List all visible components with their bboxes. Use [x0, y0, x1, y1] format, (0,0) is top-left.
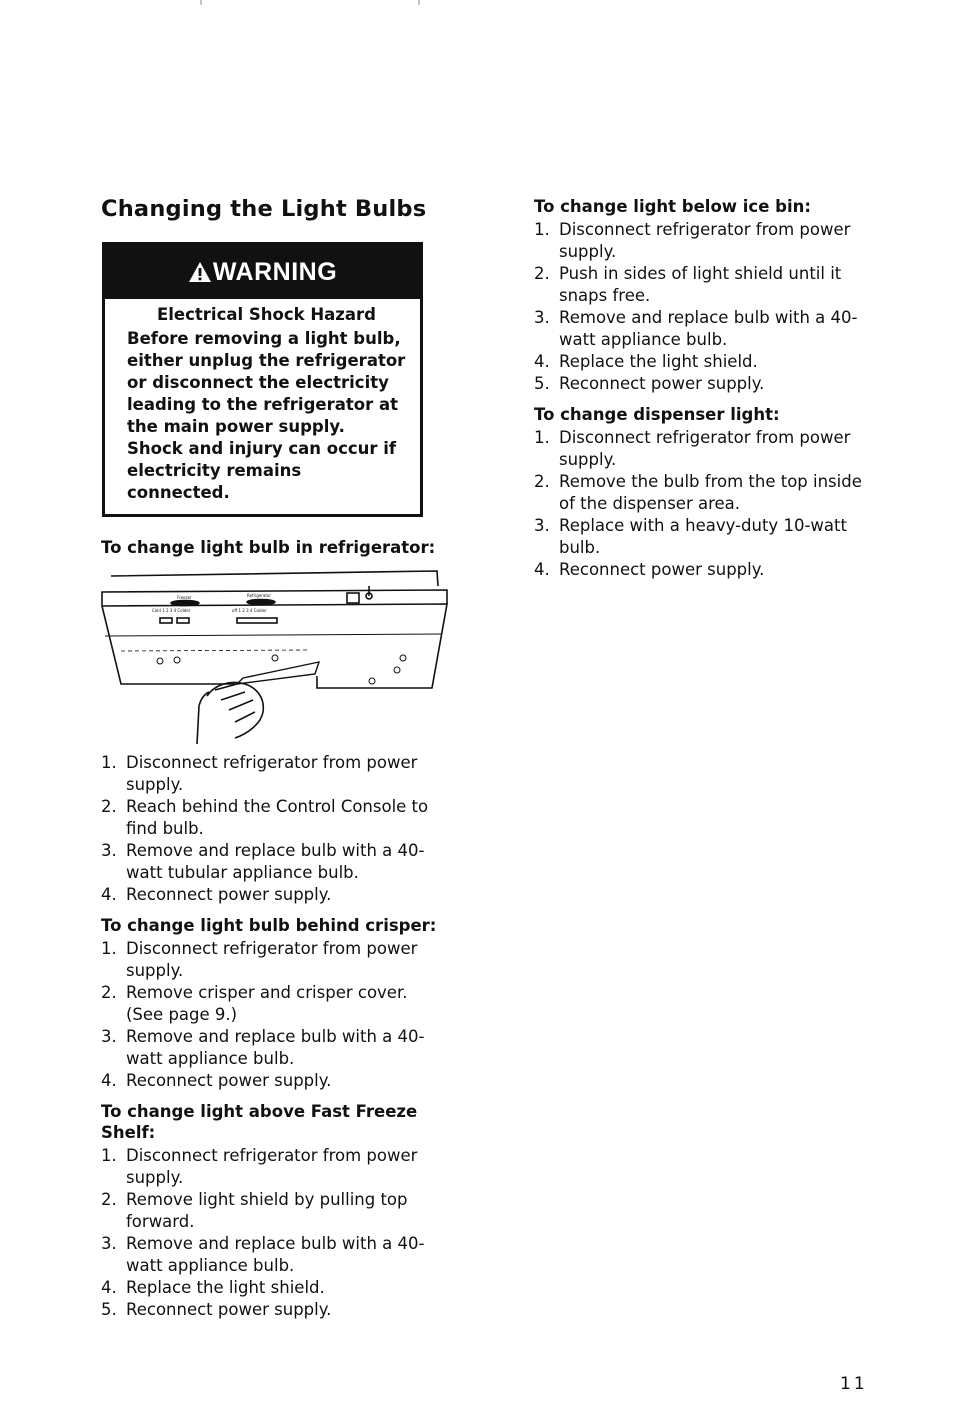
section-heading-crisper: To change light bulb behind crisper:	[101, 916, 437, 935]
control-console-illustration	[97, 566, 457, 744]
list-item: 1. Disconnect refrigerator from power supply.	[101, 1146, 418, 1187]
list-item: 4. Replace the light shield.	[101, 1278, 325, 1297]
steps-refrigerator	[101, 752, 441, 906]
list-item: 4. Reconnect power supply.	[101, 1071, 332, 1090]
warning-box	[102, 242, 423, 517]
warning-label: WARNING	[212, 257, 338, 286]
steps-crisper	[101, 938, 441, 1092]
list-item: 1. Disconnect refrigerator from power supply.	[534, 220, 851, 261]
right-column	[534, 196, 864, 590]
list-item: 3. Remove and replace bulb with a 40-watt tubular appliance bulb.	[101, 841, 425, 882]
list-item: 1. Disconnect refrigerator from power supply.	[101, 939, 418, 980]
list-item: 4. Reconnect power supply.	[534, 560, 765, 579]
list-item: 4. Replace the light shield.	[534, 352, 758, 371]
steps-fast-freeze	[101, 1145, 441, 1321]
list-item: 1. Disconnect refrigerator from power supply.	[101, 753, 418, 794]
steps-dispenser	[534, 427, 864, 581]
list-item: 4. Reconnect power supply.	[101, 885, 332, 904]
section-heading-fast-freeze: To change light above Fast Freeze Shelf:	[101, 1102, 418, 1142]
section-heading-ice-bin: To change light below ice bin:	[534, 197, 811, 216]
left-column	[101, 196, 441, 1330]
page-number: 11	[840, 1374, 868, 1394]
svg-text:Freezer: Freezer	[177, 595, 192, 600]
list-item: 2. Remove crisper and crisper cover. (See page 9.)	[101, 983, 408, 1024]
list-item: 5. Reconnect power supply.	[534, 374, 765, 393]
list-item: 1. Disconnect refrigerator from power supply.	[534, 428, 851, 469]
list-item: 3. Remove and replace bulb with a 40-watt appliance bulb.	[101, 1027, 425, 1068]
warning-text: Before removing a light bulb, either unplug the refrigerator or disconnect the electricity leading to the refrigerator at the main power supply. Shock and injury can occur if electricity remains connected.	[127, 329, 406, 502]
list-item: 3. Replace with a heavy-duty 10-watt bulb.	[534, 516, 847, 557]
list-item: 2. Push in sides of light shield until it snaps free.	[534, 264, 842, 305]
hazard-title: Electrical Shock Hazard	[157, 305, 376, 324]
list-item: 3. Remove and replace bulb with a 40-watt appliance bulb.	[101, 1234, 425, 1275]
section-heading-refrigerator: To change light bulb in refrigerator:	[101, 538, 436, 557]
list-item: 3. Remove and replace bulb with a 40-watt appliance bulb.	[534, 308, 858, 349]
svg-text:off 1 2 3 4 Colder: off 1 2 3 4 Colder	[232, 608, 267, 613]
warning-triangle-icon	[188, 261, 212, 283]
svg-text:Refrigerator: Refrigerator	[247, 593, 271, 598]
svg-text:Cold 1 2 3 4 Colder: Cold 1 2 3 4 Colder	[152, 608, 191, 613]
page-title: Changing the Light Bulbs	[101, 196, 427, 222]
warning-body	[105, 299, 420, 514]
steps-ice-bin	[534, 219, 864, 395]
list-item: 2. Remove light shield by pulling top forward.	[101, 1190, 408, 1231]
list-item: 2. Reach behind the Control Console to find bulb.	[101, 797, 429, 838]
section-heading-dispenser: To change dispenser light:	[534, 405, 780, 424]
list-item: 2. Remove the bulb from the top inside of the dispenser area.	[534, 472, 862, 513]
scan-artifact-marks	[0, 0, 958, 10]
warning-header	[105, 245, 420, 299]
list-item: 5. Reconnect power supply.	[101, 1300, 332, 1319]
